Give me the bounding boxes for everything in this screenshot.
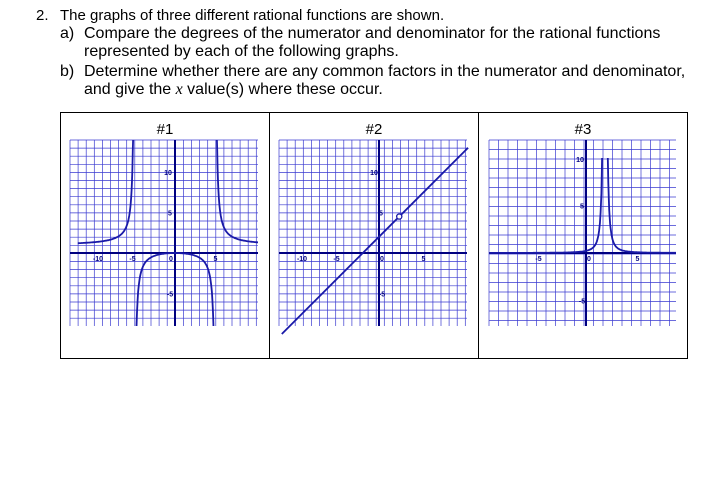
tick-label: 5 xyxy=(213,256,218,263)
tick-label: 10 xyxy=(164,170,172,177)
open-circle-hole xyxy=(397,214,402,219)
part-b-line2-start: and give the xyxy=(84,81,176,98)
tick-label: -5 xyxy=(378,291,386,299)
part-b-line2-end: value(s) where these occur. xyxy=(182,81,383,98)
grid xyxy=(70,140,258,326)
graph-1 xyxy=(61,113,269,358)
graph-3 xyxy=(479,113,687,358)
tick-label: 5 xyxy=(421,256,426,263)
tick-label: -5 xyxy=(333,256,340,263)
tick-label: -5 xyxy=(578,298,586,306)
tick-label: -5 xyxy=(535,256,542,263)
part-a-text xyxy=(84,25,699,61)
question-stem: The graphs of three different rational functions are shown. xyxy=(60,7,445,24)
tick-label: 0 xyxy=(587,256,591,263)
tick-label: -10 xyxy=(92,256,104,263)
graph-2 xyxy=(270,113,478,358)
graph-3-title: #3 xyxy=(574,121,592,138)
part-a-line1: Compare the degrees of the numerator and denominator for the rational functions xyxy=(84,25,661,42)
tick-label: 5 xyxy=(580,203,584,211)
tick-label: -5 xyxy=(166,291,174,299)
tick-label: 5 xyxy=(379,210,383,218)
tick-label: 10 xyxy=(370,170,378,177)
graph-1-title: #1 xyxy=(156,121,174,138)
graph-cell-3 xyxy=(479,113,688,359)
part-a-line2: represented by each of the following graphs. xyxy=(84,43,399,60)
graphs-table xyxy=(60,112,688,359)
tick-label: 5 xyxy=(168,210,172,218)
graph-cell-2 xyxy=(270,113,479,359)
tick-label: 0 xyxy=(380,256,384,263)
part-a-label: a) xyxy=(60,25,75,42)
part-b-text xyxy=(84,63,699,99)
graph-2-title: #2 xyxy=(365,121,383,138)
curve-branch xyxy=(608,158,681,253)
tick-label: -10 xyxy=(296,256,308,263)
part-b-line1: Determine whether there are any common factors in the numerator and denominator, xyxy=(84,63,686,80)
part-b-line2 xyxy=(84,81,699,99)
graph-cell-1 xyxy=(61,113,270,359)
part-b-label: b) xyxy=(60,63,75,80)
tick-label: -5 xyxy=(129,256,136,263)
x-variable: x xyxy=(175,81,183,98)
tick-label: 5 xyxy=(635,256,640,263)
question-number: 2. xyxy=(36,7,49,24)
grid xyxy=(279,140,467,326)
tick-label: 10 xyxy=(576,157,584,164)
tick-label: 0 xyxy=(169,256,173,263)
